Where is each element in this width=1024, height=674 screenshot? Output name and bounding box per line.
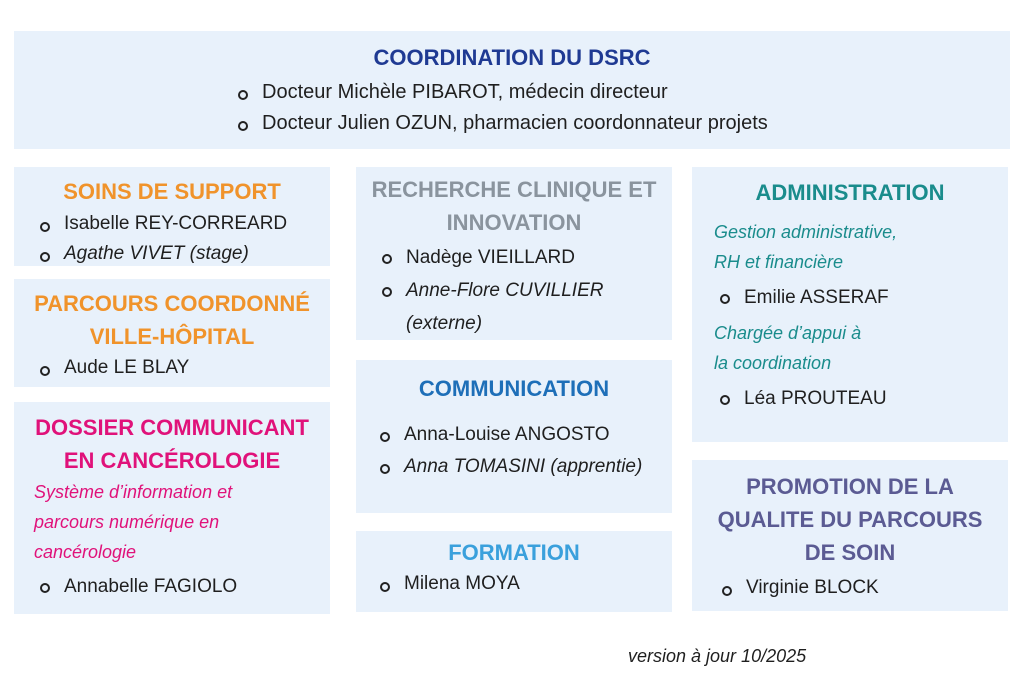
coordination-title: COORDINATION DU DSRC <box>373 45 651 70</box>
dcc-subtitle-line2: parcours numérique en <box>34 512 220 532</box>
dcc-subtitle-line3: cancérologie <box>34 542 137 562</box>
list-item: Docteur Julien OZUN, pharmacien coordonnateur projets <box>234 108 1010 139</box>
list-item-continuation: (externe) <box>406 313 483 334</box>
recherche-members <box>378 241 672 340</box>
administration-sub2-members <box>716 382 1008 415</box>
recherche-title-line1: RECHERCHE CLINIQUE ET <box>371 177 657 202</box>
list-item: Emilie ASSERAF <box>716 281 1008 314</box>
list-item: Agathe VIVET (stage) <box>36 239 330 269</box>
administration-sub2-line2: la coordination <box>714 353 832 373</box>
list-item: Milena MOYA <box>376 569 672 599</box>
list-item: Docteur Michèle PIBAROT, médecin directeur <box>234 77 1010 108</box>
administration-sub2-line1: Chargée d’appui à <box>714 323 862 343</box>
dcc-title-line1: DOSSIER COMMUNICANT <box>35 415 309 440</box>
administration-sub1-line2: RH et financière <box>714 252 844 272</box>
dcc-title-line2: EN CANCÉROLOGIE <box>63 448 281 473</box>
parcours-title-line2: VILLE-HÔPITAL <box>89 324 255 349</box>
recherche-box <box>356 167 672 340</box>
promotion-members <box>718 573 1008 603</box>
soins-support-members <box>36 209 330 269</box>
promotion-title-line2: QUALITE DU PARCOURS <box>717 507 983 532</box>
coordination-box <box>14 31 1010 149</box>
dcc-subtitle-line1: Système d’information et <box>34 482 233 502</box>
list-item: Annabelle FAGIOLO <box>36 570 330 603</box>
parcours-members <box>36 353 330 383</box>
communication-box <box>356 360 672 513</box>
list-item: Virginie BLOCK <box>718 573 1008 603</box>
soins-support-box <box>14 167 330 266</box>
communication-members <box>376 419 672 483</box>
communication-title: COMMUNICATION <box>418 376 610 401</box>
administration-sub1-members <box>716 281 1008 314</box>
administration-sub1-line1: Gestion administrative, <box>714 222 898 242</box>
recherche-title-line2: INNOVATION <box>446 210 582 235</box>
parcours-title-line1: PARCOURS COORDONNÉ <box>34 291 310 316</box>
formation-title: FORMATION <box>448 540 580 565</box>
soins-support-title: SOINS DE SUPPORT <box>63 179 281 204</box>
administration-title: ADMINISTRATION <box>755 180 945 205</box>
version-note: version à jour 10/2025 <box>628 646 807 666</box>
dcc-members <box>36 570 330 603</box>
dcc-box <box>14 402 330 614</box>
list-item: Isabelle REY-CORREARD <box>36 209 330 239</box>
parcours-box <box>14 279 330 387</box>
promotion-title-line3: DE SOIN <box>804 540 896 565</box>
list-item: Anna-Louise ANGOSTO <box>376 419 672 451</box>
administration-box <box>692 167 1008 442</box>
list-item: Anna TOMASINI (apprentie) <box>376 451 672 483</box>
promotion-title-line1: PROMOTION DE LA <box>746 474 954 499</box>
formation-box <box>356 531 672 612</box>
coordination-members <box>234 77 1010 139</box>
list-item: Léa PROUTEAU <box>716 382 1008 415</box>
formation-members <box>376 569 672 599</box>
promotion-box <box>692 460 1008 611</box>
list-item: Anne-Flore CUVILLIER <box>378 274 672 307</box>
list-item: Nadège VIEILLARD <box>378 241 672 274</box>
list-item: Aude LE BLAY <box>36 353 330 383</box>
